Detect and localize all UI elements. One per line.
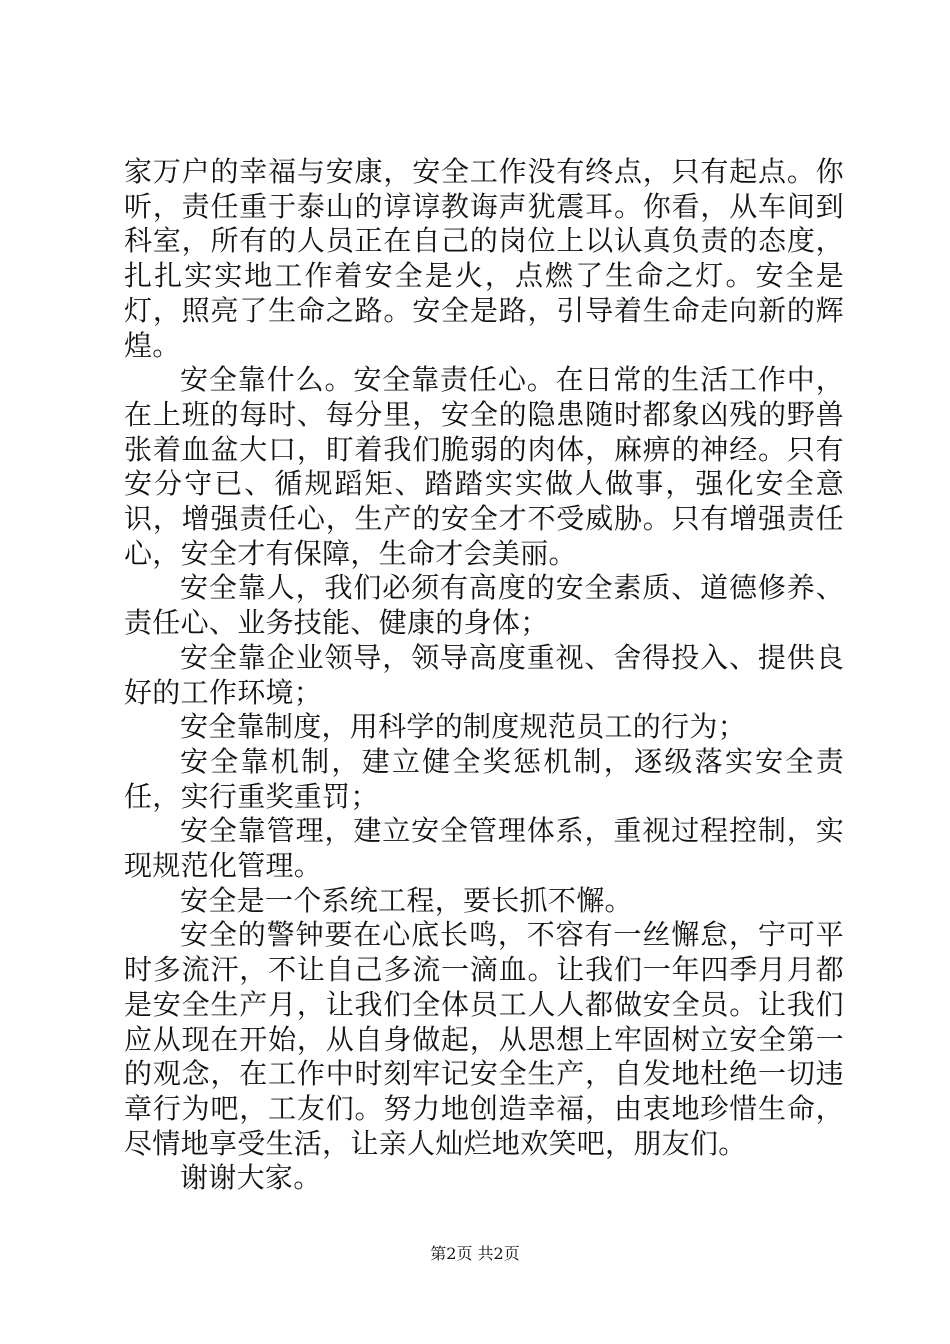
paragraph-thanks: 谢谢大家。 xyxy=(180,1161,322,1195)
paragraph-rely-on-system: 安全靠制度，用科学的制度规范员工的行为； xyxy=(180,710,747,744)
paragraph-alarm-bell: 安全的警钟要在心底长鸣，不容有一丝懈怠，宁可平时多流汗，不让自己多流一滴血。让我们一年四季月月都是安全生产月，让我们全体员工人人都做安全员。让我们应从现在开始，从自身做起，从思想上牢固树立安全第一的观念，在工作中时刻牢记安全生产，自发地杜绝一切违章行为吧，工友们。努力地创造幸福，由衷地珍惜生命，尽情地享受生活，让亲人灿烂地欢笑吧，朋友们。 xyxy=(124,918,844,1160)
paragraph-rely-on-leadership: 安全靠企业领导，领导高度重视、舍得投入、提供良好的工作环境； xyxy=(124,640,844,709)
page-footer: 第2页 共2页 xyxy=(430,1244,520,1263)
paragraph-continuation: 家万户的幸福与安康，安全工作没有终点，只有起点。你听，责任重于泰山的谆谆教诲声犹震耳。你看，从车间到科室，所有的人员正在自己的岗位上以认真负责的态度，扎扎实实地工作着安全是火，点燃了生命之灯。安全是灯，照亮了生命之路。安全是路，引导着生命走向新的辉煌。 xyxy=(124,155,844,362)
paragraph-rely-on-mechanism: 安全靠机制，建立健全奖惩机制，逐级落实安全责任，实行重奖重罚； xyxy=(124,744,844,813)
paragraph-responsibility: 安全靠什么。安全靠责任心。在日常的生活工作中，在上班的每时、每分里，安全的隐患随时都象凶残的野兽张着血盆大口，盯着我们脆弱的肉体，麻痹的神经。只有安分守已、循规蹈矩、踏踏实实做人做事，强化安全意识，增强责任心，生产的安全才不受威胁。只有增强责任心，安全才有保障，生命才会美丽。 xyxy=(124,363,844,570)
document-body xyxy=(124,155,844,1196)
paragraph-system-engineering: 安全是一个系统工程，要长抓不懈。 xyxy=(180,883,633,917)
paragraph-rely-on-people: 安全靠人，我们必须有高度的安全素质、道德修养、责任心、业务技能、健康的身体； xyxy=(124,571,844,640)
paragraph-rely-on-management: 安全靠管理，建立安全管理体系，重视过程控制，实现规范化管理。 xyxy=(124,814,844,883)
